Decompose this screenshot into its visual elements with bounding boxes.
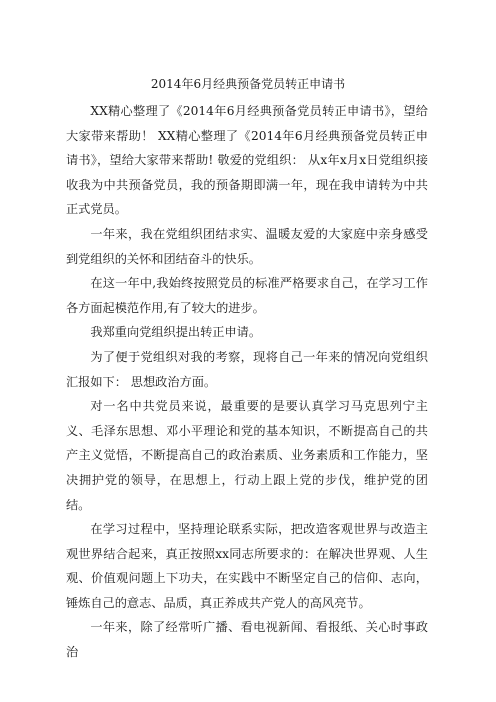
paragraph-this-year: 在这一年中,我始终按照党员的标准严格要求自己，在学习工作各方面起模范作用,有了较大的进步。: [66, 276, 428, 315]
paragraph-request: 我郑重向党组织提出转正申请。: [90, 325, 262, 340]
paragraph-one-year: 一年来，我在党组织团结求实、温暖友爱的大家庭中亲身感受到党组织的关怀和团结奋斗的快乐。: [66, 226, 428, 266]
paragraph-report: 为了便于党组织对我的考察，现将自己一年来的情况向党组织汇报如下： 思想政治方面。: [66, 349, 428, 389]
document-body: [66, 99, 428, 665]
document-title: 2014年6月经典预备党员转正申请书: [150, 77, 346, 91]
paragraph-current-affairs: 一年来，除了经常听广播、看电视新闻、看报纸、关心时事政治: [66, 620, 428, 660]
paragraph-intro: XX精心整理了《2014年6月经典预备党员转正申请书》，望给大家带来帮助！ XX精心整理了《2014年6月经典预备党员转正申请书》，望给大家带来帮助! 敬爱的党组织： 从x年x月x日党组织接收我为中共预备党员，我的预备期即满一年，现在我申请转为中共正式党员。: [66, 104, 428, 217]
paragraph-party-member: 对一名中共党员来说，最重要的是要认真学习马克思列宁主义、毛泽东思想、邓小平理论和党的基本知识，不断提高自己的共产主义觉悟，不断提高自己的政治素质、业务素质和工作能力，坚决拥护党的领导，在思想上，行动上跟上党的步伐，维护党的团结。: [66, 399, 428, 512]
paragraph-study: 在学习过程中，坚持理论联系实际，把改造客观世界与改造主观世界结合起来，真正按照xx同志所要求的：在解决世界观、人生观、价值观问题上下功夫，在实践中不断坚定自己的信仰、志向，锤炼自己的意志、品质，真正养成共产党人的高风亮节。: [66, 522, 428, 610]
